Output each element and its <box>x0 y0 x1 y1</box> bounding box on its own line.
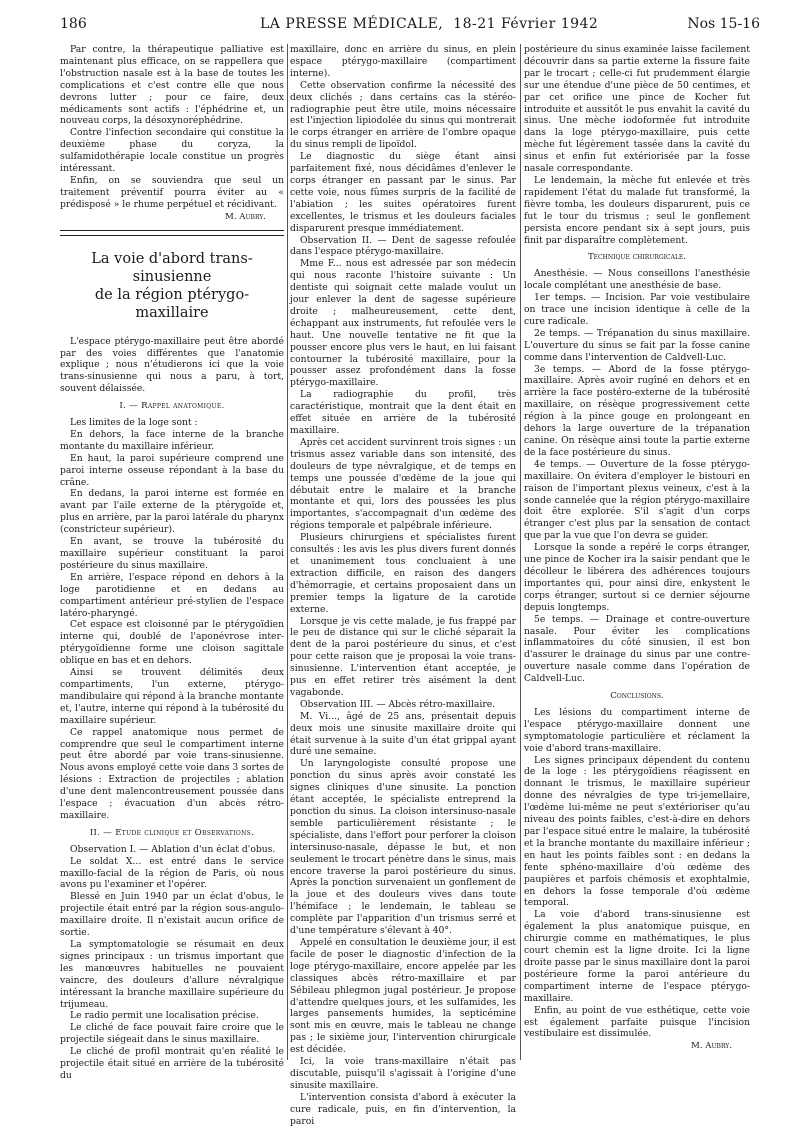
paragraph: 5e temps. — Drainage et contre-ouverture nasale. Pour éviter les complications inflammatoires du côté sinusien, il est bon d'assurer le drainage du sinus par une contre-ouverture nasale comme dans l'opération de Caldvell-Luc. <box>524 613 750 685</box>
observation-heading: Observation I. — Ablation d'un éclat d'obus. <box>70 843 276 855</box>
paragraph: Plusieurs chirurgiens et spécialistes furent consultés : les avis les plus divers furent donnés et unanimement tous concluaient à une extraction difficile, en raison des dangers d'hémorragie, et certains proposaient dans un premier temps la ligature de la carotide externe. <box>290 532 516 615</box>
page-header <box>60 16 760 38</box>
paragraph: Lorsque je vis cette malade, je fus frappé par le peu de distance qui sur le cliché séparait la dent de la paroi postérieure du sinus, et c'est pour cette raison que je proposai la voie trans-sinusienne. L'intervention étant acceptée, je pus en effet retirer très aisément la dent vagabonde. <box>290 615 516 698</box>
paragraph: L'intervention consista d'abord à exécuter la cure radicale, puis, en fin d'intervention, la paroi <box>290 1091 516 1127</box>
paragraph: En avant, se trouve la tubérosité du maxillaire supérieur constituant la paroi postérieure du sinus maxillaire. <box>60 536 284 571</box>
issue-number: Nos 15-16 <box>687 16 760 32</box>
paragraph: Après cet accident survinrent trois signes : un trismus assez variable dans son intensité, des douleurs de type névralgique, et de temps en temps une poussée d'œdème de la joue qui débutait entre le malaire et la branche montante et qui, lors des poussées les plus importantes, s'accompagnait d'un œdème des régions temporale et palpébrale inférieure. <box>290 436 516 532</box>
column-divider-2 <box>520 44 521 1060</box>
signature: M. Aubry. <box>691 1041 732 1052</box>
paragraph: En dehors, la face interne de la branche montante du maxillaire inférieur. <box>60 428 284 452</box>
paragraph: 3e temps. — Abord de la fosse ptérygo-maxillaire. Après avoir rugîné en dehors et en arrière la face postéro-externe de la tubérosité maxillaire, on résèque progressivement cette région à la pince gouge en prolongeant en dehors la large ouverture de la trépanation canine. On résèque ainsi toute la partie externe de la face postérieure du sinus. <box>524 363 750 458</box>
column-3 <box>524 44 750 1053</box>
paragraph: Les limites de la loge sont : <box>70 417 198 429</box>
divider <box>60 230 284 231</box>
divider <box>60 235 284 236</box>
column-2 <box>290 44 516 1127</box>
paragraph: Cette observation confirme la nécessité des deux clichés ; dans certains cas la stéréo-radiographie peut être utile, moins nécessaire est l'injection lipiodolée du sinus qui montrerait le corps étranger en arrière de l'ombre opaque du sinus rempli de lipoïdol. <box>290 79 516 151</box>
column-1 <box>60 44 284 1082</box>
paragraph: Le radio permit une localisation précise. <box>70 1010 259 1022</box>
page-number: 186 <box>60 16 87 32</box>
paragraph: postérieure du sinus examinée laisse facilement découvrir dans sa partie externe la fissure faite par le trocart ; celle-ci fut prudemment élargie sur une étendue d'une pièce de 50 centimes, et par cet orifice une pince de Kocher fut introduite et aussitôt le pus envahit la cavité du sinus. Une mèche iodoformée fut introduite dans la loge ptérygo-maxillaire, puis cette mèche fut légèrement tassée dans la cavité du sinus et enfin fut extériorisée par la fosse nasale correspondante. <box>524 44 750 175</box>
paragraph: 1er temps. — Incision. Par voie vestibulaire on trace une incision identique à celle de la cure radicale. <box>524 292 750 327</box>
paragraph: Enfin, au point de vue esthétique, cette voie est également parfaite puisque l'incision vestibulaire est dissimulée. <box>524 1004 750 1040</box>
paragraph: La symptomatologie se résumait en deux signes principaux : un trismus important que les manœuvres habituelles ne pouvaient vaincre, des douleurs d'allure névralgique intéressant la branche maxillaire supérieure du trijumeau. <box>60 939 284 1010</box>
paragraph: Cet espace est cloisonné par le ptérygoïdien interne qui, doublé de l'aponévrose inter-ptérygoïdienne forme une cloison sagittale oblique en bas et en dehors. <box>60 619 284 667</box>
observation-heading: Observation III. — Abcès rétro-maxillaire. <box>300 698 496 710</box>
paragraph: En dedans, la paroi interne est formée en avant par l'aile externe de la ptérygoïde et, plus en arrière, par la paroi latérale du pharynx (constricteur supérieur). <box>60 488 284 536</box>
paragraph: 4e temps. — Ouverture de la fosse ptérygo-maxillaire. On évitera d'employer le bistouri en raison de l'important plexus veineux, c'est à la sonde cannelée que la région ptérygo-maxillaire doit être explorée. S'il s'agit d'un corps étranger c'est plus par la sensation de contact que par la vue que l'on devra se guider. <box>524 458 750 542</box>
paragraph: La radiographie du profil, très caractéristique, montrait que la dent était en effet située en arrière de la tubérosité maxillaire. <box>290 389 516 436</box>
paragraph: Le cliché de profil montrait qu'en réalité le projectile était situé en arrière de la tubérosité du <box>60 1046 284 1081</box>
paragraph: Contre l'infection secondaire qui constitue la deuxième phase du coryza, la sulfamidothérapie locale constitue un progrès intéressant. <box>60 127 284 175</box>
column-divider-1 <box>287 44 288 1060</box>
paragraph: En arrière, l'espace répond en dehors à la loge parotidienne et en dedans au compartiment antérieur pré-stylien de l'espace latéro-pharyngé. <box>60 571 284 619</box>
paragraph: Lorsque la sonde a repéré le corps étranger, une pince de Kocher ira la saisir pendant que le décolleur le libérera des adhérences toujours importantes qui, pour ainsi dire, enkystent le corps étranger, surtout si ce dernier séjourne depuis longtemps. <box>524 542 750 613</box>
paragraph: Les lésions du compartiment interne de l'espace ptérygo-maxillaire donnent une symptomatologie particulière et réclament la voie d'abord trans-maxillaire. <box>524 706 750 754</box>
paragraph: Anesthésie. — Nous conseillons l'anesthésie locale complétant une anesthésie de base. <box>524 268 750 292</box>
paragraph: Un laryngologiste consulté propose une ponction du sinus après avoir constaté les signes cliniques d'une sinusite. La ponction étant acceptée, le spécialiste entreprend la ponction du sinus. La cloison intersinuso-nasale semble particulièrement résistante ; le spécialiste, dans l'effort pour perforer la cloison intersinuso-nasale, dépasse le but, et non seulement le trocart pénètre dans le sinus, mais encore traverse la paroi postérieure du sinus. Après la ponction survenaient un gonflement de la joue et des douleurs vives dans toute l'hémiface ; le lendemain, le tableau se complète par l'apparition d'un trismus serré et d'une température s'élevant à 40°. <box>290 758 516 937</box>
paragraph: Enfin, on se souviendra que seul un traitement préventif pourra éviter au « prédisposé » le rhume perpétuel et récidivant. <box>60 174 284 210</box>
paragraph: Ici, la voie trans-maxillaire n'était pas discutable, puisqu'il s'agissait à l'origine d'une sinusite maxillaire. <box>290 1056 516 1091</box>
paragraph: Mme F... nous est adressée par son médecin qui nous raconte l'histoire suivante : Un dentiste qui soignait cette malade voulut un jour enlever la dent de sagesse supérieure droite ; malheureusement, cette dent, échappant aux instruments, fut refoulée vers le haut. Une nouvelle tentative ne fit que la pousser encore plus vers le haut, en lui faisant contourner la tubérosité maxillaire, pour la pousser assez profondément dans la fosse ptérygo-maxillaire. <box>290 258 516 389</box>
paragraph: Ainsi se trouvent délimités deux compartiments, l'un externe, ptérygo-mandibulaire qui répond à la branche montante et, l'autre, interne qui répond à la tubérosité du maxillaire supérieur. <box>60 667 284 726</box>
paragraph: 2e temps. — Trépanation du sinus maxillaire. L'ouverture du sinus se fait par la fosse canine comme dans l'intervention de Caldvell-Luc. <box>524 327 750 363</box>
paragraph: Ce rappel anatomique nous permet de comprendre que seul le compartiment interne peut être abordé par voie trans-sinusienne. Nous avons employé cette voie dans 3 sortes de lésions : Extraction de projectiles ; ablation d'une dent malencontreusement poussée dans l'espace ; évacuation d'un abcès rétro-maxillaire. <box>60 726 284 821</box>
paragraph: Blessé en Juin 1940 par un éclat d'obus, le projectile était entré par la région sous-angulo-maxillaire droite. Il n'existait aucun orifice de sortie. <box>60 891 284 939</box>
section-heading: II. — Etude clinique et Observations. <box>89 827 255 838</box>
paragraph: Les signes principaux dépendent du contenu de la loge : les ptérygoïdiens réagissent en donnant le trismus, le maxillaire supérieur donne des névralgies de type tri-jemellaire, l'œdème lui-même ne peut s'extérioriser qu'au niveau des points faibles, c'est-à-dire en dehors par l'espace situé entre le malaire, la tubérosité et la branche montante du maxillaire inférieur ; en haut les points faibles sont : en dedans la fente sphéno-maxillaire d'où œdème des paupières et parfois chémosis et exophtalmie, en dehors la fosse temporale d'où œdème temporal. <box>524 754 750 909</box>
section-heading: I. — Rappel anatomique. <box>119 401 225 412</box>
signature: M. Aubry. <box>225 211 266 222</box>
paragraph: L'espace ptérygo-maxillaire peut être abordé par des voies différentes que l'anatomie explique ; nous n'étudierons ici que la voie trans-sinusienne qui nous a paru, à tort, souvent délaissée. <box>60 335 284 395</box>
paragraph: Le cliché de face pouvait faire croire que le projectile siégeait dans le sinus maxillaire. <box>60 1022 284 1046</box>
observation-heading: Observation II. — Dent de sagesse refoulée dans l'espace ptérygo-maxillaire. <box>290 234 516 258</box>
section-heading: Conclusions. <box>610 691 664 702</box>
article-title: La voie d'abord trans-sinusienne de la région ptérygo-maxillaire <box>91 250 253 321</box>
paragraph: Par contre, la thérapeutique palliative est maintenant plus efficace, on se rappellera que l'obstruction nasale est à la base de toutes les complications et c'est contre elle que nous devrons lutter ; pour ce faire, deux médicaments sont actifs : l'éphédrine et, un nouveau corps, la désoxynoréphédrine. <box>60 44 284 127</box>
paragraph: Le diagnostic du siège étant ainsi parfaitement fixé, nous décidâmes d'enlever le corps étranger en passant par le sinus. Par cette voie, nous fûmes surpris de la facilité de l'abiation ; les suites opératoires furent excellentes, le trismus et les douleurs faciales disparurent presque immédiatement. <box>290 151 516 234</box>
paragraph: La voie d'abord trans-sinusienne est également la plus anatomique puisque, en chirurgie comme en mathématiques, le plus court chemin est la ligne droite. Ici la ligne droite passe par le sinus maxillaire dont la paroi postérieure forme la paroi antérieure du compartiment interne de l'espace ptérygo-maxillaire. <box>524 909 750 1004</box>
paragraph: maxillaire, donc en arrière du sinus, en plein espace ptérygo-maxillaire (compartiment interne). <box>290 44 516 79</box>
journal-title: LA PRESSE MÉDICALE, 18-21 Février 1942 <box>260 16 599 32</box>
paragraph: Le soldat X... est entré dans le service maxillo-facial de la région de Paris, où nous avons pu l'examiner et l'opérer. <box>60 855 284 891</box>
paragraph: Le lendemain, la mèche fut enlevée et très rapidement l'état du malade fut transformé, la fièvre tomba, les douleurs disparurent, puis ce fut le tour du trismus ; seul le gonflement persista encore pendant six à sept jours, puis finit par disparaître complètement. <box>524 174 750 246</box>
paragraph: En haut, la paroi supérieure comprend une paroi interne osseuse répondant à la base du crâne. <box>60 452 284 488</box>
paragraph: Appelé en consultation le deuxième jour, il est facile de poser le diagnostic d'infection de la loge ptérygo-maxillaire, encore appelée par les classiques abcès rétro-maxillaire et par Sébileau phlegmon jugal postérieur. Je propose d'attendre quelques jours, et les sulfamides, les larges pansements humides, la septicémine sont mis en œuvre, mais le tableau ne change pas ; le sixième jour, l'intervention chirurgicale est décidée. <box>290 936 516 1056</box>
section-heading: Technique chirurgicale. <box>587 252 687 263</box>
paragraph: M. Vi..., âgé de 25 ans, présentait depuis deux mois une sinusite maxillaire droite qui était survenue à la suite d'un état grippal ayant duré une semaine. <box>290 710 516 758</box>
